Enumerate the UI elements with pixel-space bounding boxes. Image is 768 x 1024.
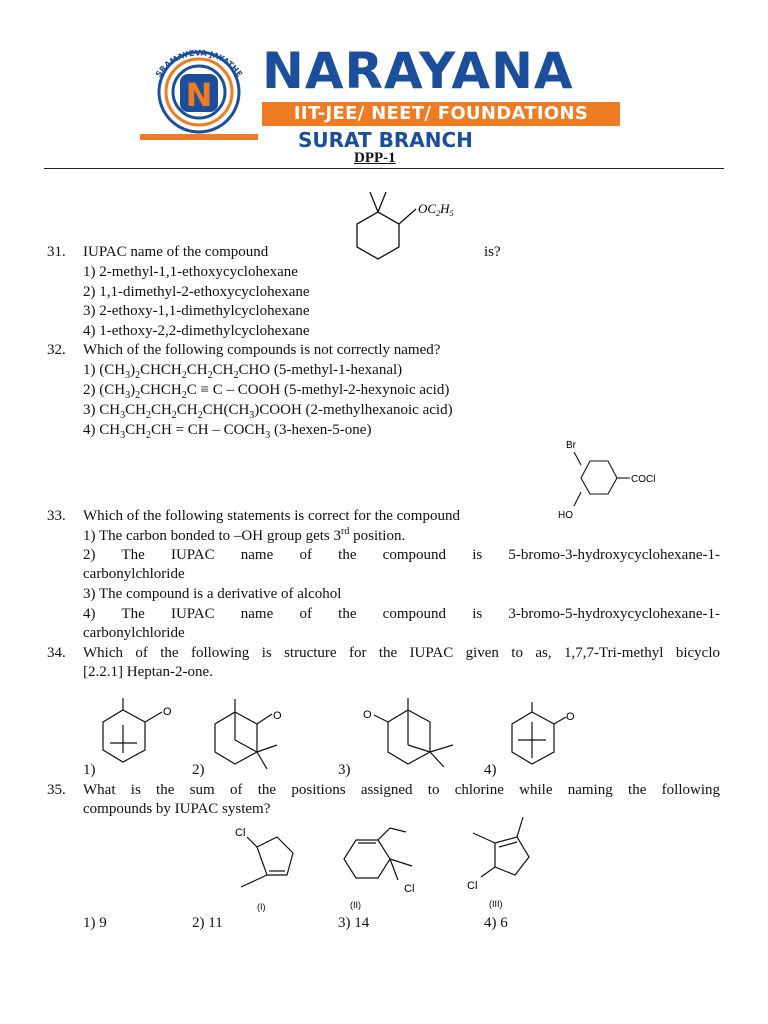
q31-option-4: 4) 1-ethoxy-2,2-dimethylcyclohexane (83, 323, 310, 339)
q34-s2-oxygen: O (273, 710, 282, 722)
q33-number: 33. (47, 508, 66, 524)
q31-question-end: is? (484, 244, 501, 260)
q35-c1-label: (I) (257, 902, 266, 912)
q32-option-1: 1) $(CH_3)_2CHCH_2CH_2CH_2CHO$ (5-methyl-1-hexanal) (83, 362, 403, 381)
q35-compound-1 (225, 825, 315, 915)
q34-option-4: 4) (484, 762, 497, 778)
q34-structure-4 (500, 700, 590, 780)
q34-structure-2 (205, 695, 305, 775)
q33-option-3: 3) The compound is a derivative of alcohol (83, 586, 342, 602)
q35-option-2: 2) 11 (192, 915, 223, 931)
header-divider (44, 168, 724, 169)
q34-s1-oxygen: O (163, 706, 172, 718)
q31-structure-label: $OC_2H_5$ (418, 201, 454, 218)
q35-c2-chlorine: Cl (404, 883, 415, 895)
q33-label-ho: HO (558, 510, 573, 521)
q35-question-cont: compounds by IUPAC system? (83, 801, 271, 817)
q31-number: 31. (47, 244, 66, 260)
q31-structure (330, 185, 480, 265)
q33-option-2-cont: carbonylchloride (83, 566, 185, 582)
document-title: DPP-1 (354, 150, 396, 166)
q33-option-4: 4) The IUPAC name of the compound is 3-bromo-5-hydroxycyclohexane-1- (83, 606, 720, 622)
q33-option-2: 2) The IUPAC name of the compound is 5-bromo-3-hydroxycyclohexane-1- (83, 547, 720, 563)
brand-name: NARAYANA (262, 42, 574, 100)
q31-option-2: 2) 1,1-dimethyl-2-ethoxycyclohexane (83, 284, 310, 300)
q35-c2-label: (II) (350, 900, 361, 910)
q34-structure-1 (95, 695, 185, 775)
q33-option-1: 1) The carbon bonded to –OH group gets 3rd position. (83, 526, 406, 544)
q34-s4-oxygen: O (566, 711, 575, 723)
q35-option-4: 4) 6 (484, 915, 508, 931)
q33-structure (550, 432, 660, 527)
q34-question-cont: [2.2.1] Heptan-2-one. (83, 664, 213, 680)
q35-c3-label: (III) (489, 899, 503, 909)
branch-name: SURAT BRANCH (298, 128, 473, 152)
q35-option-1: 1) 9 (83, 915, 107, 931)
q34-option-2: 2) (192, 762, 205, 778)
q35-compound-2 (332, 822, 442, 917)
q35-question: What is the sum of the positions assigned to chlorine while naming the following (83, 782, 720, 798)
q32-number: 32. (47, 342, 66, 358)
brand-tagline: IIT-JEE/ NEET/ FOUNDATIONS (262, 102, 620, 126)
q32-option-2: 2) $(CH_3)_2CHCH_2C \equiv C$ – COOH (5-methyl-2-hexynoic acid) (83, 382, 450, 401)
q34-number: 34. (47, 645, 66, 661)
q34-option-3: 3) (338, 762, 351, 778)
q35-c1-chlorine: Cl (235, 827, 246, 839)
narayana-logo (140, 30, 258, 148)
q34-question: Which of the following is structure for the IUPAC given to as, 1,7,7-Tri-methyl bicyclo (83, 645, 720, 661)
q34-s3-oxygen: O (363, 709, 372, 721)
q31-option-1: 1) 2-methyl-1,1-ethoxycyclohexane (83, 264, 298, 280)
logo-letter: N (185, 76, 213, 114)
q31-question: IUPAC name of the compound (83, 244, 269, 260)
q33-label-br: Br (566, 440, 576, 451)
q32-option-3: 3) $CH_3CH_2CH_2CH_2CH(CH_3)COOH$ (2-methylhexanoic acid) (83, 402, 453, 421)
q33-option-4-cont: carbonylchloride (83, 625, 185, 641)
q35-c3-chlorine: Cl (467, 880, 478, 892)
q35-number: 35. (47, 782, 66, 798)
q35-compound-3 (465, 815, 555, 910)
q32-question: Which of the following compounds is not correctly named? (83, 342, 441, 358)
q35-option-3: 3) 14 (338, 915, 370, 931)
q34-option-1: 1) (83, 762, 96, 778)
q31-option-3: 3) 2-ethoxy-1,1-dimethylcyclohexane (83, 303, 310, 319)
q33-label-cocl: COCl (631, 474, 656, 485)
header (0, 0, 768, 168)
logo-motto: SRAMAYEVA JAYATHE (153, 48, 245, 79)
q34-structure-3 (358, 695, 468, 780)
q33-question: Which of the following statements is correct for the compound (83, 508, 460, 524)
q32-option-4: 4) $CH_3CH_2CH$ = CH – $COCH_3$ (3-hexen-5-one) (83, 422, 372, 441)
